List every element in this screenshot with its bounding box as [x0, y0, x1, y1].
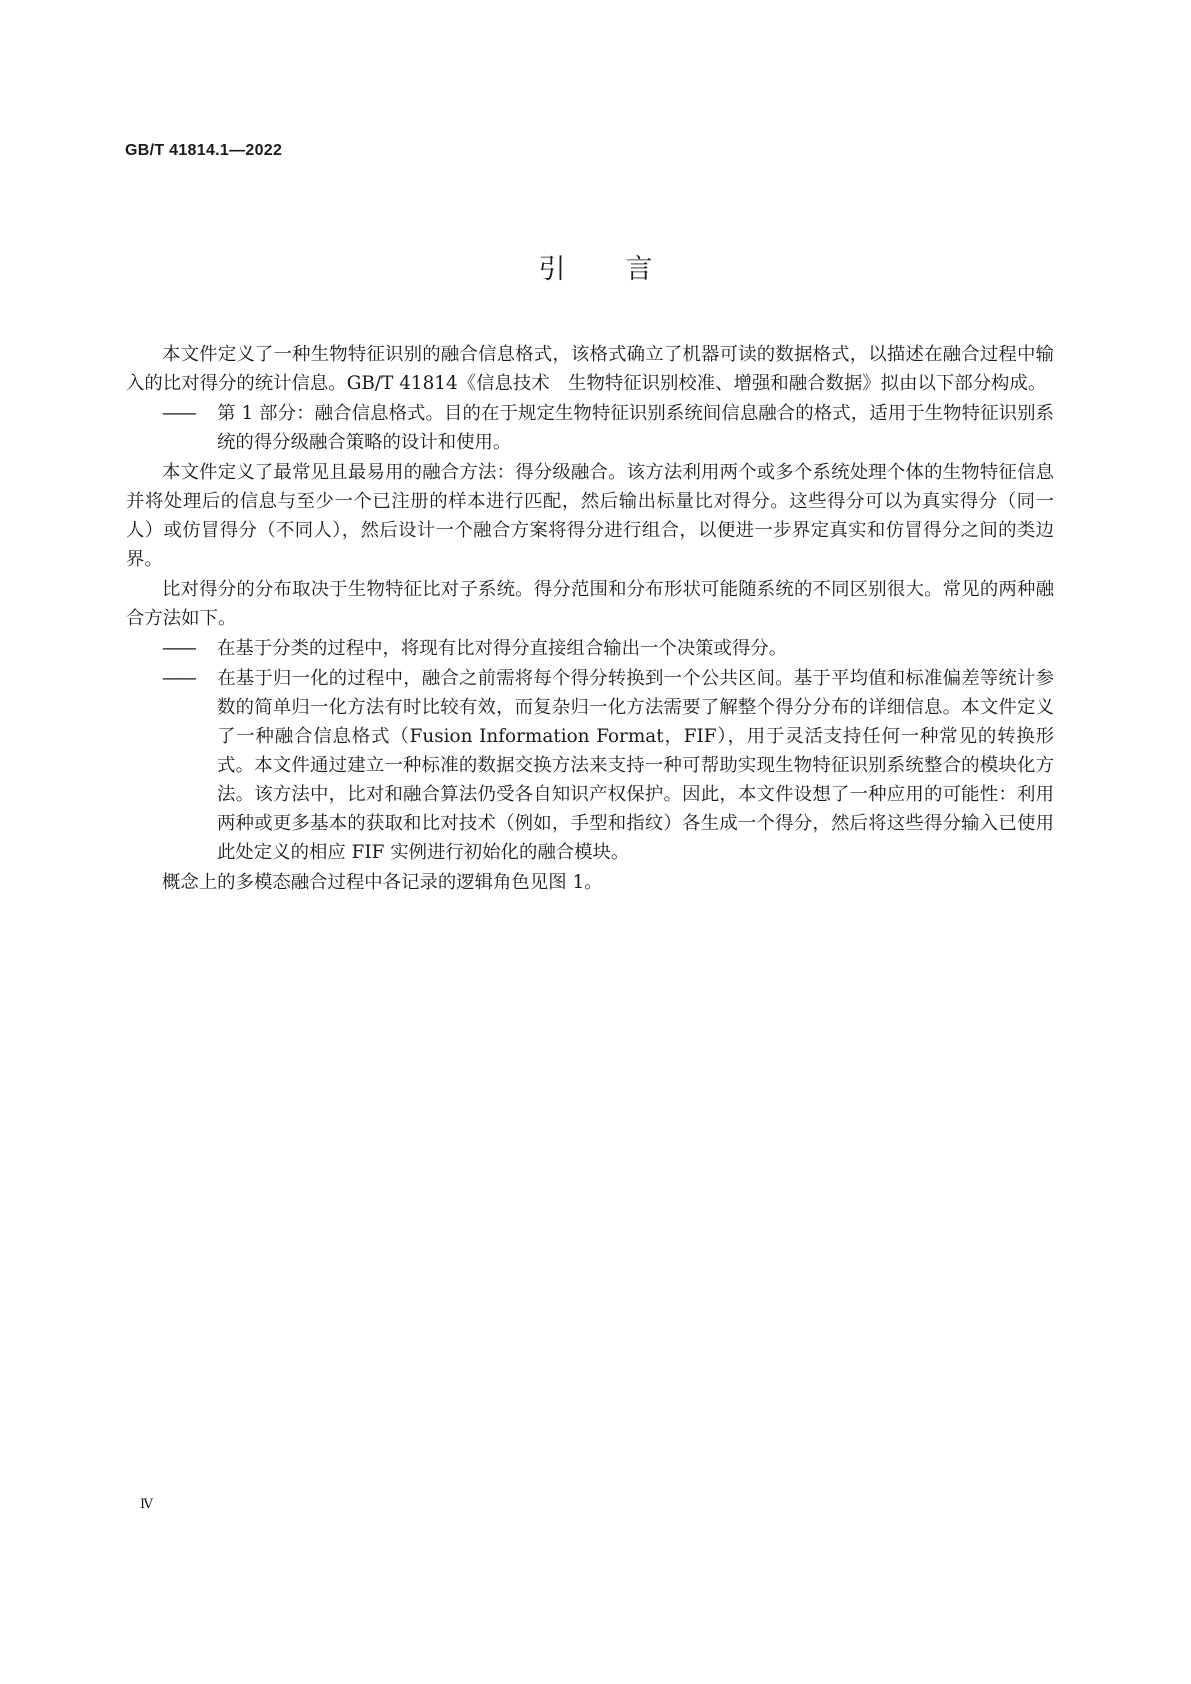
page-number: Ⅳ [140, 1497, 153, 1512]
dash-marker: —— [162, 403, 195, 424]
list-item-text: 第 1 部分：融合信息格式。目的在于规定生物特征识别系统间信息融合的格式，适用于生物特征识别系统的得分级融合策略的设计和使用。 [217, 403, 1054, 453]
list-item-text: 在基于归一化的过程中，融合之前需将每个得分转换到一个公共区间。基于平均值和标准偏差等统计参数的简单归一化方法有时比较有效，而复杂归一化方法需要了解整个得分分布的详细信息。本文件定义了一种融合信息格式（Fusion Information Format，FIF），用于灵活支持任何一种常见的转换形式。本文件通过建立一种标准的数据交换方法来支持一种可帮助实现生物特征识别系统整合的模块化方法。该方法中，比对和融合算法仍受各自知识产权保护。因此，本文件设想了一种应用的可能性：利用两种或更多基本的获取和比对技术（例如，手型和指纹）各生成一个得分，然后将这些得分输入已使用此处定义的相应 FIF 实例进行初始化的融合模块。 [217, 668, 1054, 863]
dash-marker: —— [162, 638, 195, 659]
introduction-body [126, 340, 1054, 898]
standard-code: GB/T 41814.1—2022 [125, 142, 283, 159]
paragraph: 比对得分的分布取决于生物特征比对子系统。得分范围和分布形状可能随系统的不同区别很大。常见的两种融合方法如下。 [126, 579, 1054, 629]
list-item [162, 664, 1054, 867]
list-item [162, 399, 1054, 457]
list-item [162, 634, 1054, 663]
paragraph: 本文件定义了最常见且最易用的融合方法：得分级融合。该方法利用两个或多个系统处理个体的生物特征信息并将处理后的信息与至少一个已注册的样本进行匹配，然后输出标量比对得分。这些得分可以为真实得分（同一人）或仿冒得分（不同人），然后设计一个融合方案将得分进行组合，以便进一步界定真实和仿冒得分之间的类边界。 [126, 462, 1054, 570]
page-title: 引言 [538, 254, 713, 285]
dash-marker: —— [162, 668, 195, 689]
paragraph: 本文件定义了一种生物特征识别的融合信息格式，该格式确立了机器可读的数据格式，以描述在融合过程中输入的比对得分的统计信息。GB/T 41814《信息技术 生物特征识别校准、增强和融合数据》拟由以下部分构成。 [126, 344, 1054, 394]
paragraph: 概念上的多模态融合过程中各记录的逻辑角色见图 1。 [162, 872, 603, 893]
list-item-text: 在基于分类的过程中，将现有比对得分直接组合输出一个决策或得分。 [217, 638, 788, 659]
